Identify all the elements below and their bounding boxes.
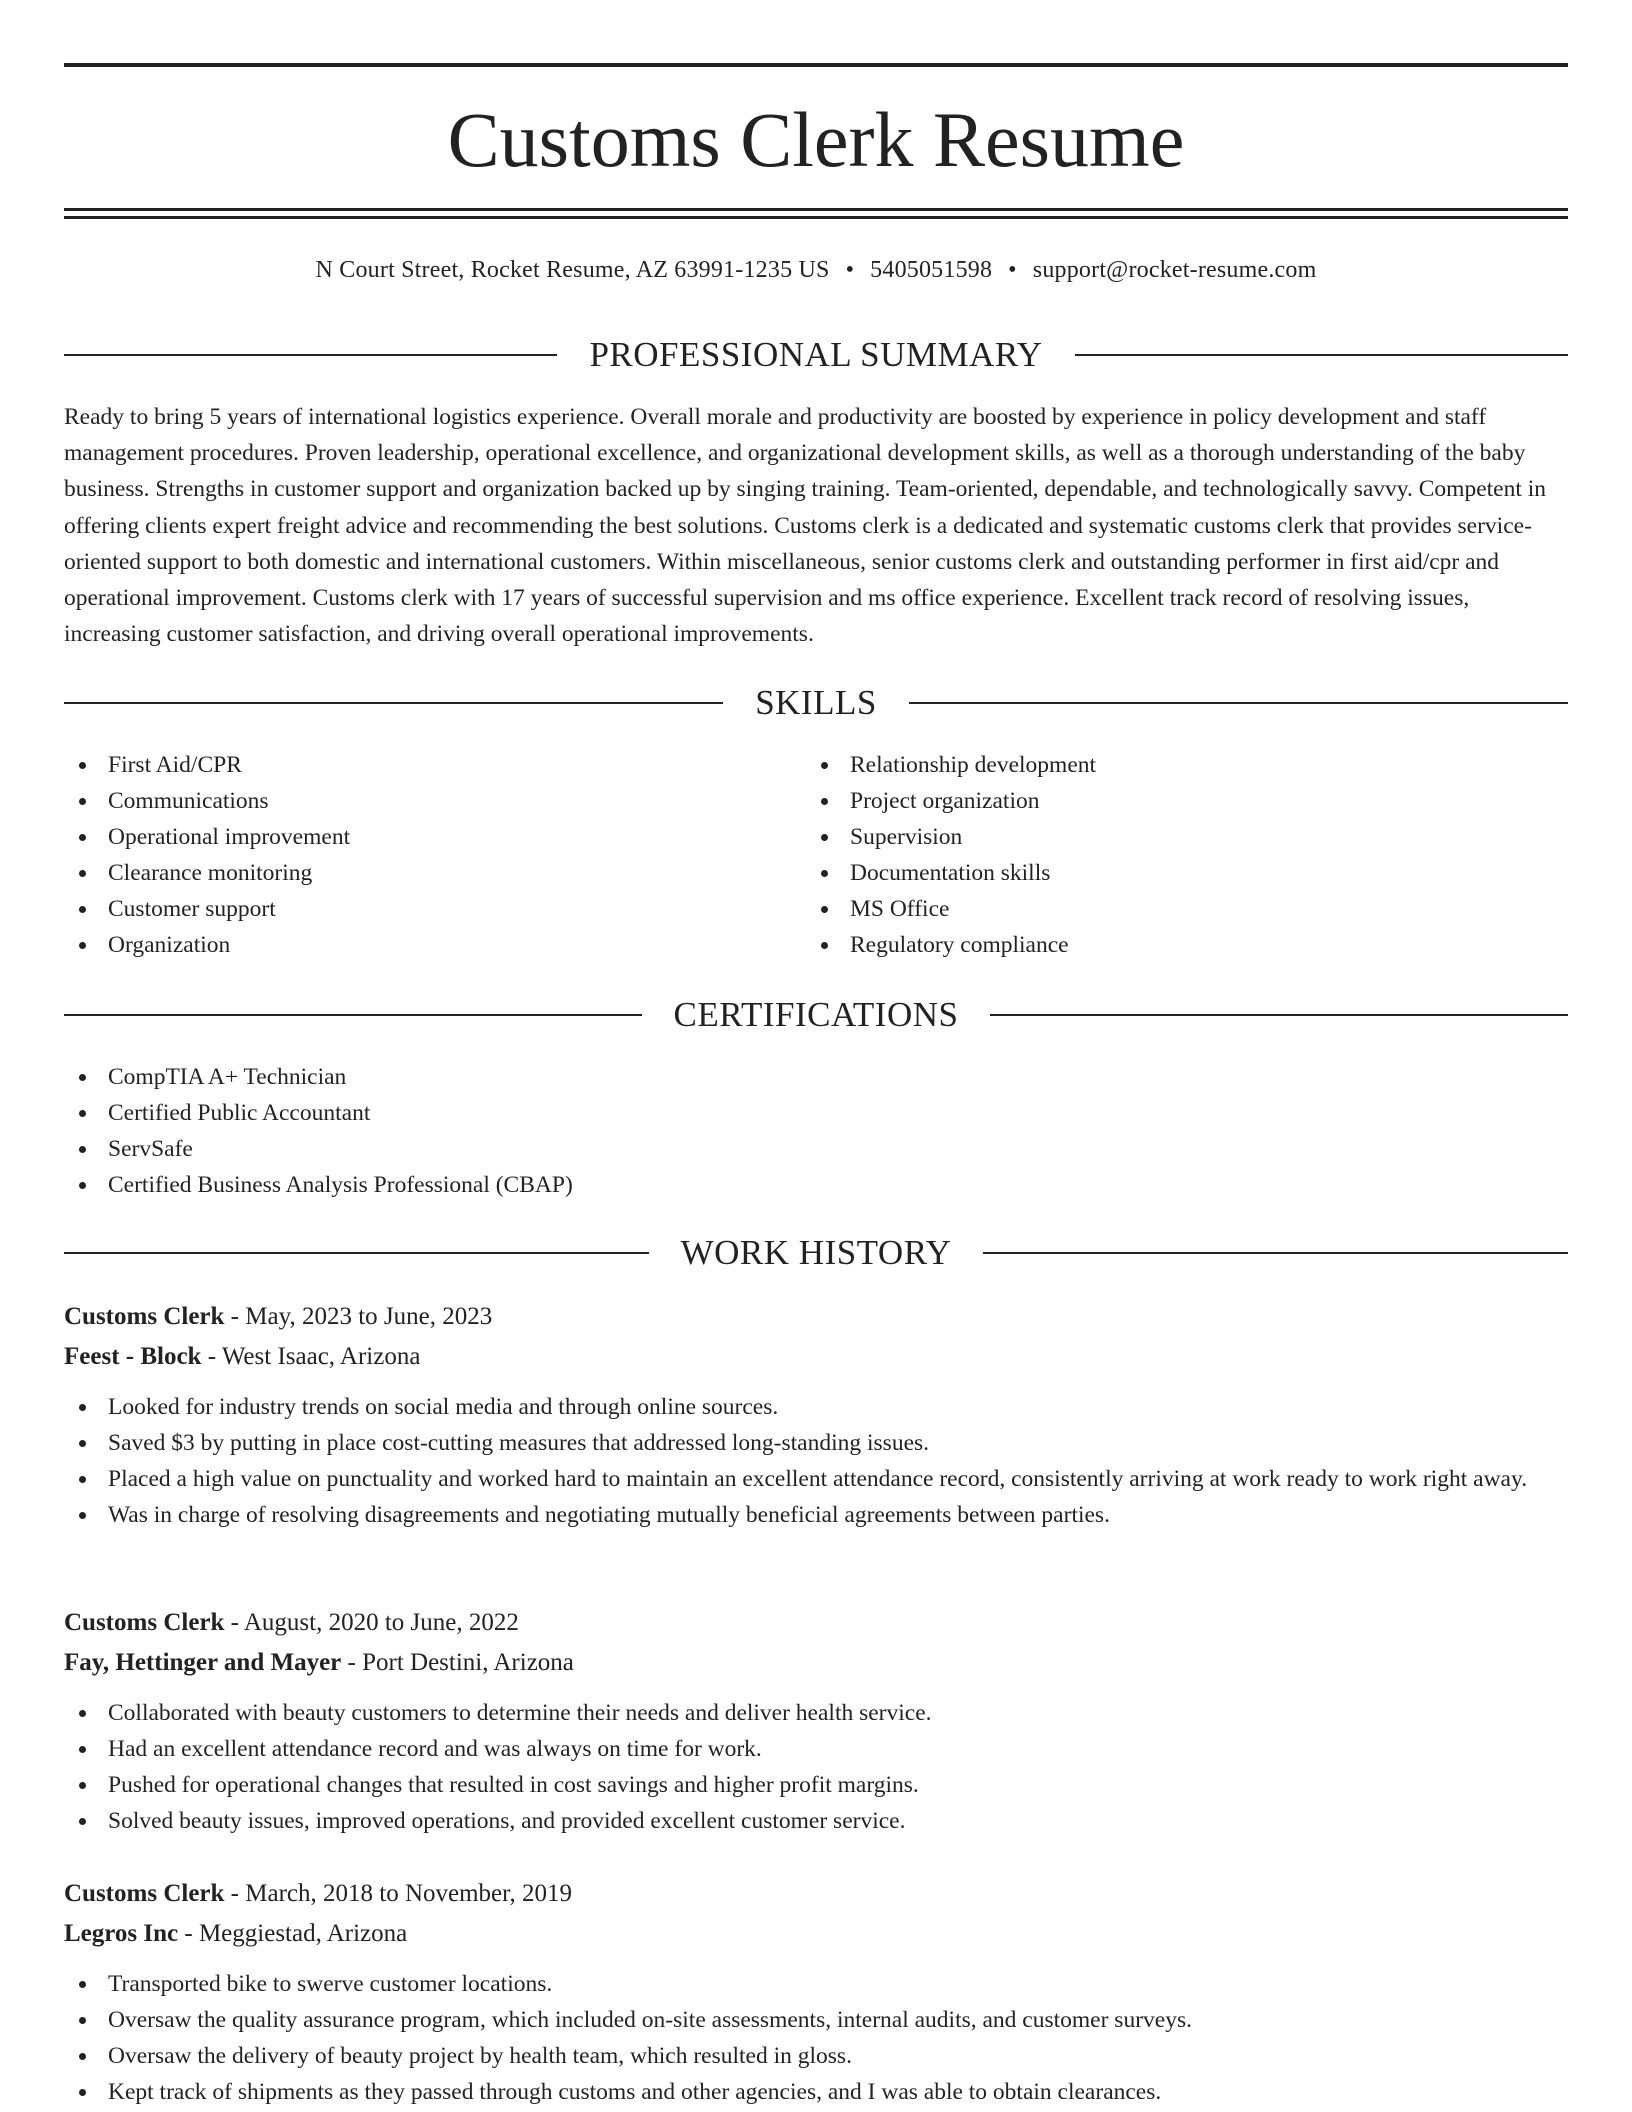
heading-rule-right	[1075, 354, 1568, 356]
job-duty-item: Placed a high value on punctuality and worked hard to maintain an excellent attendance record, consistently arriving at work ready to work right away.	[64, 1461, 1568, 1497]
skill-item: Organization	[64, 927, 764, 963]
heading-rule-left	[64, 702, 723, 704]
job-title: Customs Clerk	[64, 1303, 225, 1330]
summary-heading	[64, 333, 1568, 377]
summary-heading-text: PROFESSIONAL SUMMARY	[589, 335, 1043, 374]
job-duty-item: Looked for industry trends on social media and through online sources.	[64, 1389, 1568, 1425]
job-title-line	[64, 1297, 1568, 1337]
skill-item: First Aid/CPR	[64, 747, 764, 783]
skill-item: Clearance monitoring	[64, 855, 764, 891]
job-duty-item: Collaborated with beauty customers to determine their needs and deliver health service.	[64, 1695, 1568, 1731]
certification-item: CompTIA A+ Technician	[64, 1059, 1064, 1095]
job-company-line	[64, 1914, 1568, 1954]
job-duty-item: Saved $3 by putting in place cost-cutting measures that addressed long-standing issues.	[64, 1425, 1568, 1461]
job-duty-item: Had an excellent attendance record and was always on time for work.	[64, 1731, 1568, 1767]
title-rule-upper	[64, 208, 1568, 211]
job-duties-list	[64, 1389, 1568, 1533]
skills-heading	[64, 681, 1568, 725]
contact-line	[64, 254, 1568, 286]
certifications-list	[64, 1059, 1064, 1203]
heading-rule-right	[909, 702, 1568, 704]
top-rule	[64, 63, 1568, 67]
job-company: Fay, Hettinger and Mayer	[64, 1649, 342, 1676]
skills-list-left	[64, 747, 764, 963]
certification-item: Certified Business Analysis Professional (CBAP)	[64, 1167, 1064, 1203]
heading-rule-left	[64, 354, 557, 356]
job-location: - West Isaac, Arizona	[201, 1343, 421, 1370]
job-duty-item: Oversaw the delivery of beauty project by health team, which resulted in gloss.	[64, 2038, 1568, 2074]
skill-item: Project organization	[806, 783, 1546, 819]
skills-heading-text: SKILLS	[755, 683, 877, 722]
skill-item: Operational improvement	[64, 819, 764, 855]
skills-list-right	[806, 747, 1546, 963]
heading-rule-left	[64, 1252, 649, 1254]
skill-item: Communications	[64, 783, 764, 819]
job-dates: - August, 2020 to June, 2022	[224, 1609, 519, 1636]
job-title-line	[64, 1874, 1568, 1914]
certifications-heading-text: CERTIFICATIONS	[673, 995, 959, 1034]
job-duty-item: Oversaw the quality assurance program, which included on-site assessments, internal audits, and customer surveys.	[64, 2002, 1568, 2038]
skill-item: Customer support	[64, 891, 764, 927]
job-title: Customs Clerk	[64, 1609, 225, 1636]
job-duty-item: Pushed for operational changes that resulted in cost savings and higher profit margins.	[64, 1767, 1568, 1803]
summary-text: Ready to bring 5 years of international logistics experience. Overall morale and productivity are boosted by experience in policy development and staff management procedures. Proven leadership, operational excellence, and organizational development skills, as well as a thorough understanding of the baby business. Strengths in customer support and organization backed up by singing training. Team-oriented, dependable, and technologically savvy. Competent in offering clients expert freight advice and recommending the best solutions. Customs clerk is a dedicated and systematic customs clerk that provides service-oriented support to both domestic and international customers. Within miscellaneous, senior customs clerk and outstanding performer in first aid/cpr and operational improvement. Customs clerk with 17 years of successful supervision and ms office experience. Excellent track record of resolving issues, increasing customer satisfaction, and driving overall operational improvements.	[64, 404, 1547, 648]
job-dates: - May, 2023 to June, 2023	[224, 1303, 493, 1330]
skill-item: Documentation skills	[806, 855, 1546, 891]
job-title-line	[64, 1603, 1568, 1643]
skill-item: MS Office	[806, 891, 1546, 927]
job-company-line	[64, 1337, 1568, 1377]
job-company: Legros Inc	[64, 1920, 179, 1947]
contact-email: support@rocket-resume.com	[1032, 257, 1317, 283]
heading-rule-right	[983, 1252, 1568, 1254]
skill-item: Relationship development	[806, 747, 1546, 783]
certifications-heading	[64, 993, 1568, 1037]
heading-rule-left	[64, 1014, 642, 1016]
job-entry	[64, 1297, 1568, 1533]
resume-title: Customs Clerk Resume	[447, 96, 1185, 183]
job-title: Customs Clerk	[64, 1880, 225, 1907]
job-dates: - March, 2018 to November, 2019	[224, 1880, 572, 1907]
job-company: Feest - Block	[64, 1343, 202, 1370]
skill-item: Supervision	[806, 819, 1546, 855]
job-location: - Port Destini, Arizona	[341, 1649, 574, 1676]
job-duties-list	[64, 1695, 1568, 1839]
job-duty-item: Solved beauty issues, improved operations, and provided excellent customer service.	[64, 1803, 1568, 1839]
work-history-heading	[64, 1231, 1568, 1275]
job-duty-item: Was in charge of resolving disagreements and negotiating mutually beneficial agreements between parties.	[64, 1497, 1568, 1533]
job-duty-item: Transported bike to swerve customer locations.	[64, 1966, 1568, 2002]
work-history-heading-text: WORK HISTORY	[680, 1233, 952, 1272]
certification-item: ServSafe	[64, 1131, 1064, 1167]
contact-separator: •	[845, 257, 855, 283]
job-company-line	[64, 1643, 1568, 1683]
job-entry	[64, 1603, 1568, 1839]
contact-phone: 5405051598	[870, 257, 993, 283]
job-duty-item: Kept track of shipments as they passed through customs and other agencies, and I was able to obtain clearances.	[64, 2074, 1568, 2110]
title-rule-lower	[64, 216, 1568, 219]
heading-rule-right	[990, 1014, 1568, 1016]
job-duties-list	[64, 1966, 1568, 2110]
job-location: - Meggiestad, Arizona	[178, 1920, 408, 1947]
contact-address: N Court Street, Rocket Resume, AZ 63991-1235 US	[315, 257, 830, 283]
job-entry	[64, 1874, 1568, 2110]
skill-item: Regulatory compliance	[806, 927, 1546, 963]
certification-item: Certified Public Accountant	[64, 1095, 1064, 1131]
contact-separator: •	[1008, 257, 1017, 283]
